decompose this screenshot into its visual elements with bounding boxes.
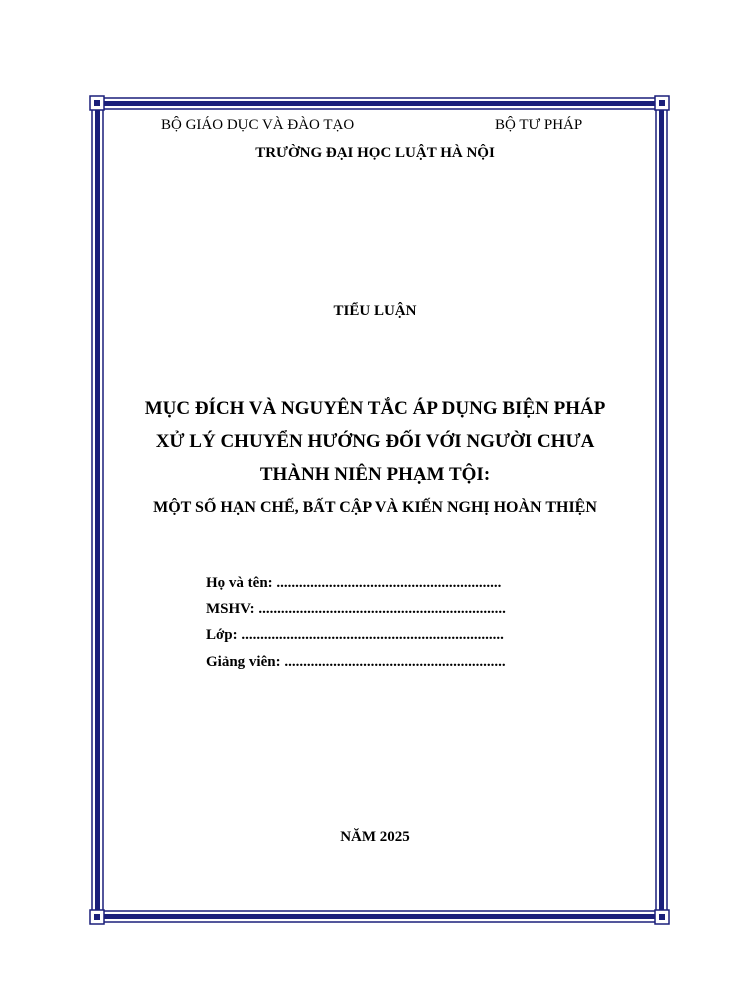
document-type: TIỂU LUẬN xyxy=(333,303,417,319)
title-line-2: XỬ LÝ CHUYỂN HƯỚNG ĐỐI VỚI NGƯỜI CHƯA xyxy=(155,431,595,452)
ministry-education: BỘ GIÁO DỤC VÀ ĐÀO TẠO xyxy=(161,117,355,133)
title-line-1: MỤC ĐÍCH VÀ NGUYÊN TẮC ÁP DỤNG BIỆN PHÁP xyxy=(144,398,606,419)
lecturer-field: Giảng viên: ........................................................... xyxy=(206,654,506,670)
subtitle: MỘT SỐ HẠN CHẾ, BẤT CẬP VÀ KIẾN NGHỊ HOÀN THIỆN xyxy=(153,499,597,516)
year: NĂM 2025 xyxy=(340,829,410,845)
university-name: TRƯỜNG ĐẠI HỌC LUẬT HÀ NỘI xyxy=(255,145,495,161)
student-id-field: MSHV: .................................................................. xyxy=(206,601,506,617)
title-line-3: THÀNH NIÊN PHẠM TỘI: xyxy=(259,464,491,485)
class-field: Lớp: ...................................................................... xyxy=(206,627,504,643)
ministry-justice: BỘ TƯ PHÁP xyxy=(495,117,583,133)
student-name-field: Họ và tên: ............................................................ xyxy=(206,575,502,591)
